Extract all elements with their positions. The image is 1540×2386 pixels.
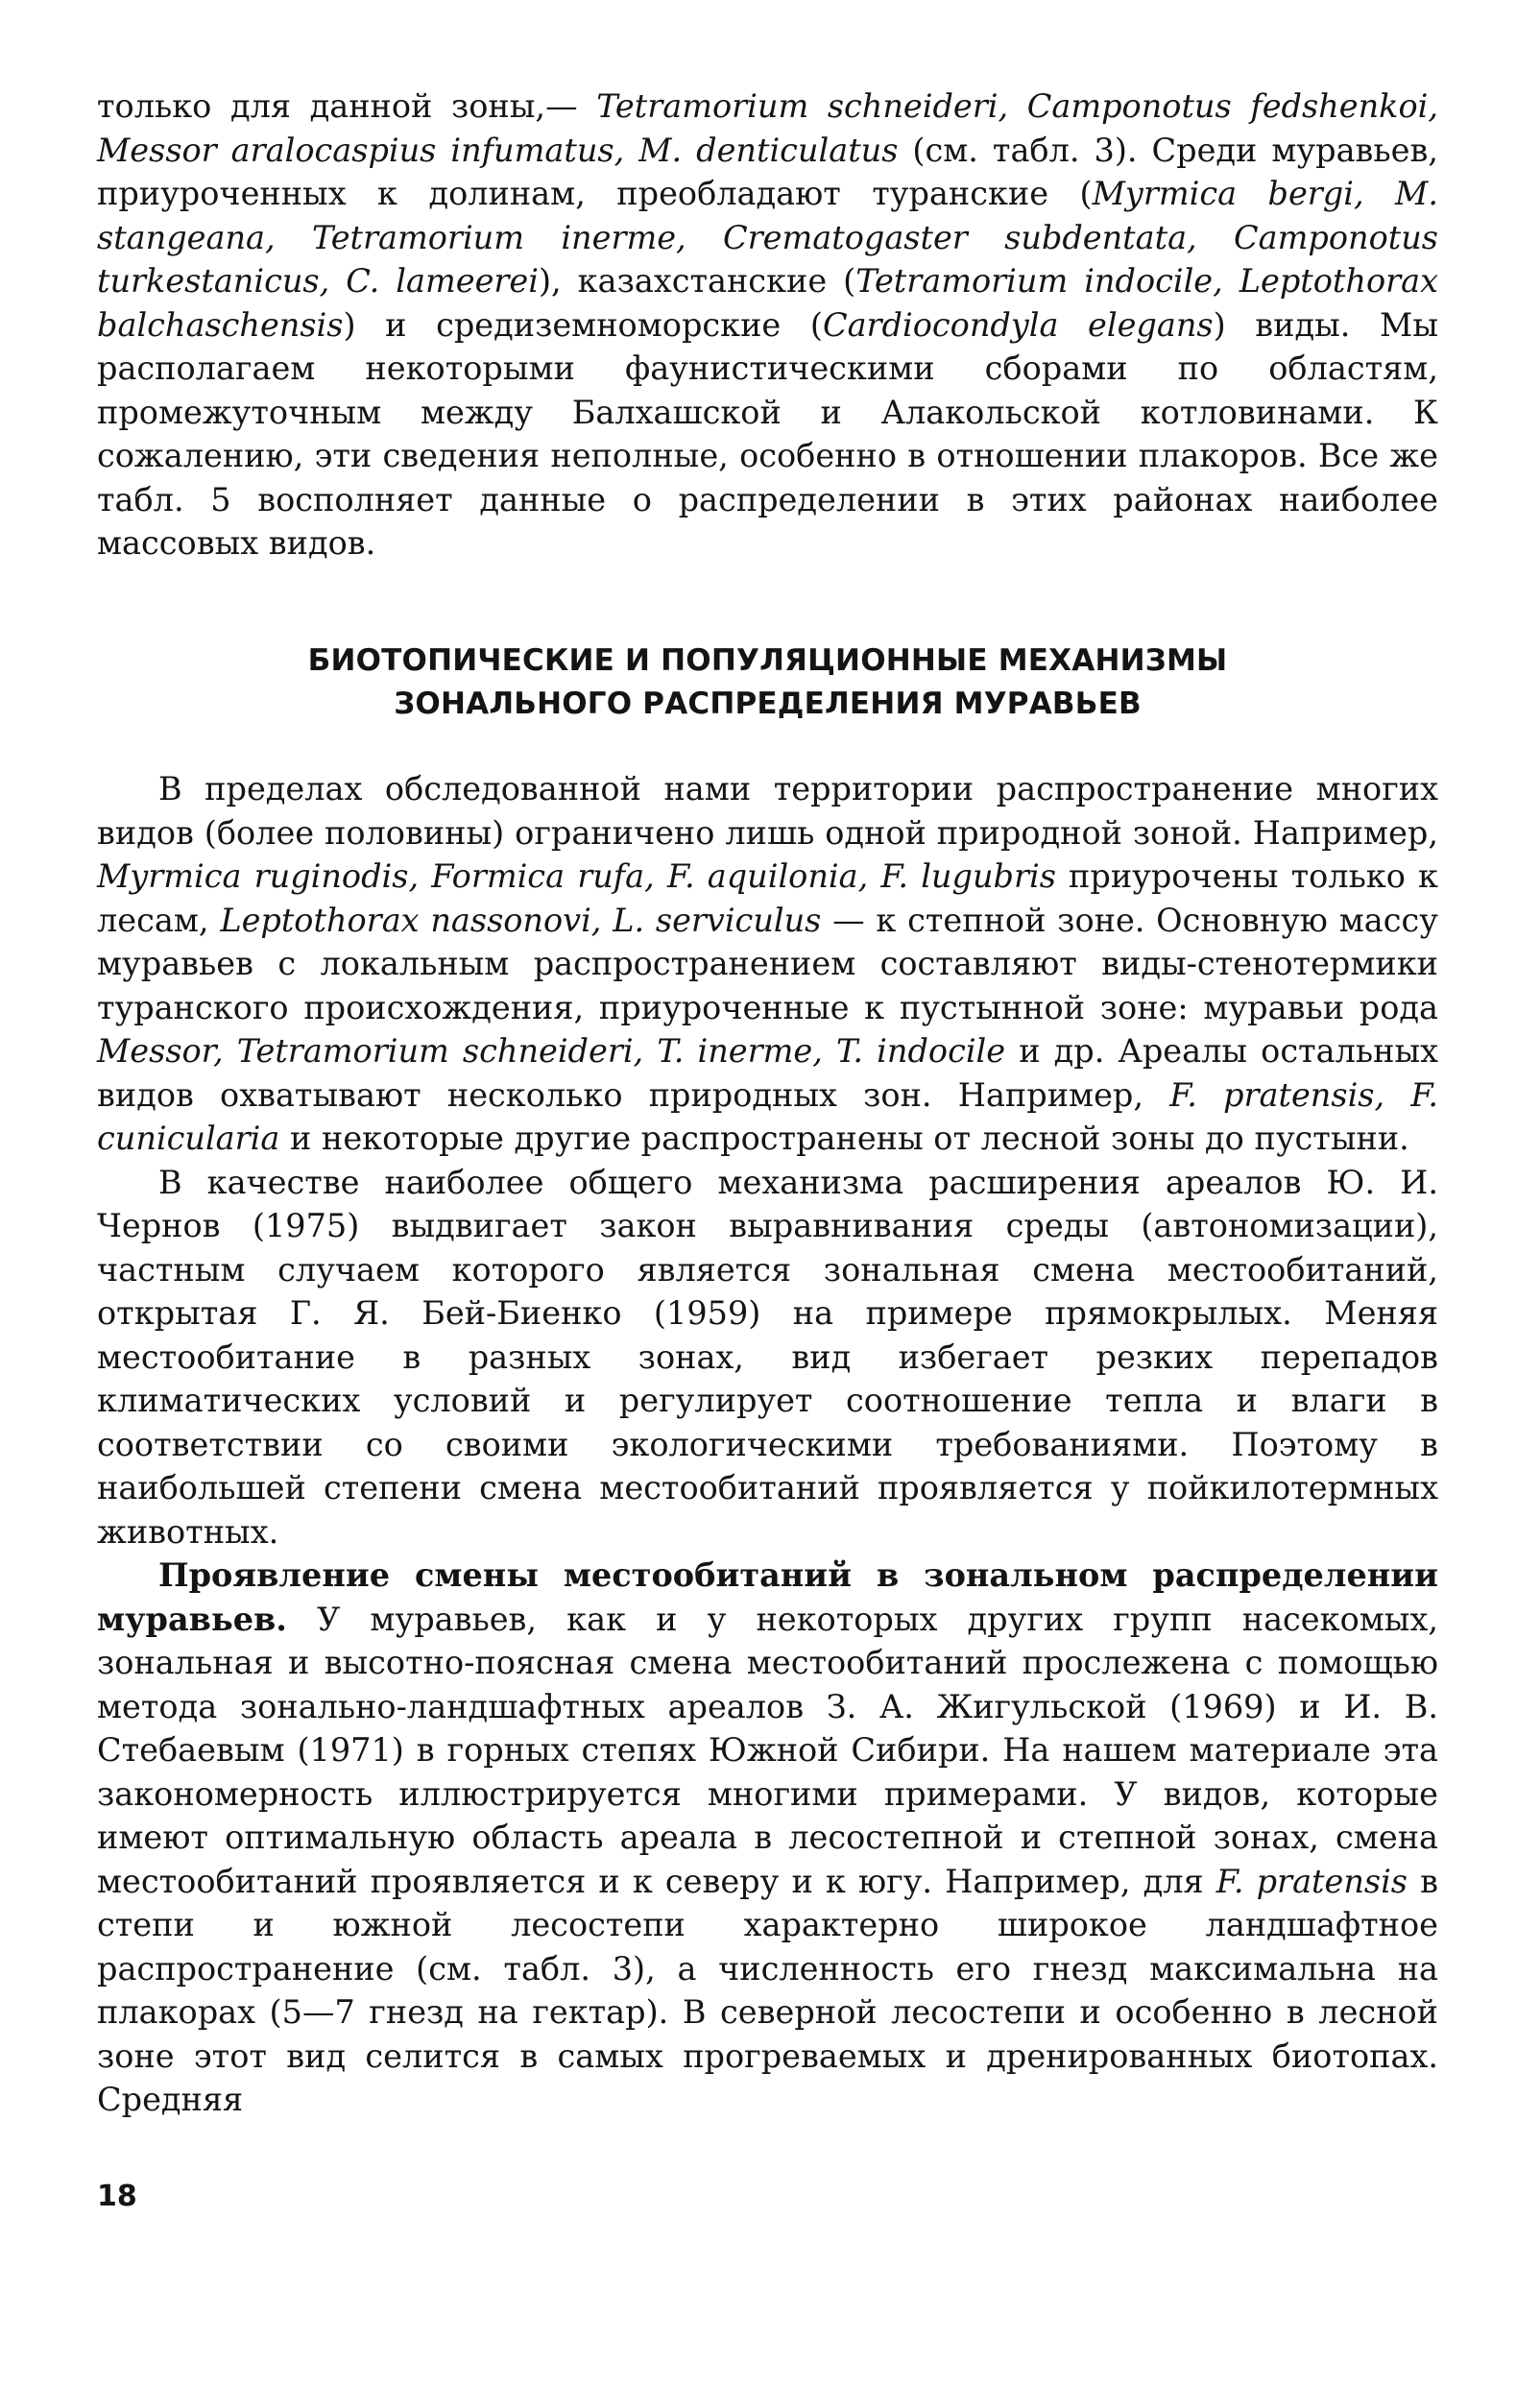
text-run: У муравьев, как и у некоторых других групп насекомых, зональная и высотно-поясная смена местообитаний прослежена с помощью метода зонально-ландшафтных ареалов З. А. Жигульской (1969) и И. В. Стебаевым (1971) в горных степях Южной Сибири. На нашем материале эта закономерность иллюстрируется многими примерами. У видов, которые имеют оптимальную область ареала в лесостепной и степной зонах, смена местообитаний проявляется и к северу и к югу. Например, для [97, 1600, 1438, 1900]
paragraph-continuation [97, 84, 1438, 566]
paragraph-mechanism [97, 1161, 1438, 1555]
text-run: В качестве наиболее общего механизма расширения ареалов Ю. И. Чернов (1975) выдвигает закон выравнивания среды (автономизации), частным случаем которого является зональная смена местообитаний, открытая Г. Я. Бей-Биенко (1959) на примере прямокрылых. Меняя местообитание в разных зонах, вид избегает резких перепадов климатических условий и регулирует соотношение тепла и влаги в соответствии со своими экологическими требованиями. Поэтому в наибольшей степени смена местообитаний проявляется у пойкилотермных животных. [97, 1163, 1438, 1551]
text-run: — к степной зоне. Основную массу муравьев с локальным распространением составляют виды-стенотермики туранского происхождения, приуроченные к пустынной зоне: муравьи рода [97, 901, 1438, 1026]
text-run: и др. Ареалы остальных видов охватывают несколько природных зон. Например, [97, 1032, 1438, 1114]
text-run: Tetramorium indocile, Leptothorax balchaschensis [97, 262, 1438, 344]
text-run: в степи и южной лесостепи характерно широкое ландшафтное распространение (см. табл. 3), а численность его гнезд максимальна на плакорах (5—7 гнезд на гектар). В северной лесостепи и особенно в лесной зоне этот вид селится в самых прогреваемых и дренированных биотопах. Средняя [97, 1862, 1438, 2118]
text-run: Messor, Tetramorium schneideri, T. inerme, T. indocile [97, 1032, 1006, 1070]
text-run: Проявление смены местообитаний в зональном распределении муравьев. [97, 1556, 1438, 1638]
text-run: и некоторые другие распространены от лесной зоны до пустыни. [279, 1120, 1409, 1157]
text-run: приурочены только к лесам, [97, 857, 1438, 939]
text-block-main [97, 767, 1438, 2122]
paragraph-habitat-change [97, 1554, 1438, 2122]
text-run: (см. табл. 3). Среди муравьев, приуроченных к долинам, преобладают туранские ( [97, 131, 1438, 212]
text-run: Leptothorax nassonovi, L. serviculus [220, 901, 822, 939]
heading-line-2: ЗОНАЛЬНОГО РАСПРЕДЕЛЕНИЯ МУРАВЬЕВ [394, 687, 1142, 721]
page-number: 18 [97, 2180, 137, 2213]
text-run: Myrmica bergi, M. stangeana, Tetramorium inerme, Crematogaster subdentata, Camponotus turkestanicus, C. lameerei [97, 175, 1438, 300]
section-heading [97, 639, 1438, 726]
text-run: Tetramorium schneideri, Camponotus fedshenkoi, Messor aralocaspius infumatus, M. denticulatus [97, 87, 1438, 169]
text-run: только для данной зоны,— [97, 87, 597, 125]
text-run: ) виды. Мы располагаем некоторыми фаунистическими сборами по областям, промежуточным между Балхашской и Алакольской котловинами. К сожалению, эти сведения неполные, особенно в отношении плакоров. Все же табл. 5 восполняет данные о распределении в этих районах наиболее массовых видов. [97, 305, 1438, 562]
text-run: ) и средиземноморские ( [343, 305, 823, 344]
text-run: В пределах обследованной нами территории распространение многих видов (более половины) ограничено лишь одной природной зоной. Например, [97, 770, 1438, 852]
text-run: F. pratensis, F. cunicularia [97, 1075, 1439, 1157]
paragraph-distribution [97, 767, 1438, 1161]
text-run: Cardiocondyla elegans [822, 305, 1214, 344]
text-block-top [97, 84, 1438, 566]
text-run: Myrmica ruginodis, Formica rufa, F. aquilonia, F. lugubris [97, 857, 1056, 895]
text-run: ), казахстанские ( [538, 262, 856, 300]
heading-line-1: БИОТОПИЧЕСКИЕ И ПОПУЛЯЦИОННЫЕ МЕХАНИЗМЫ [307, 643, 1228, 678]
text-run: F. pratensis [1215, 1862, 1408, 1900]
